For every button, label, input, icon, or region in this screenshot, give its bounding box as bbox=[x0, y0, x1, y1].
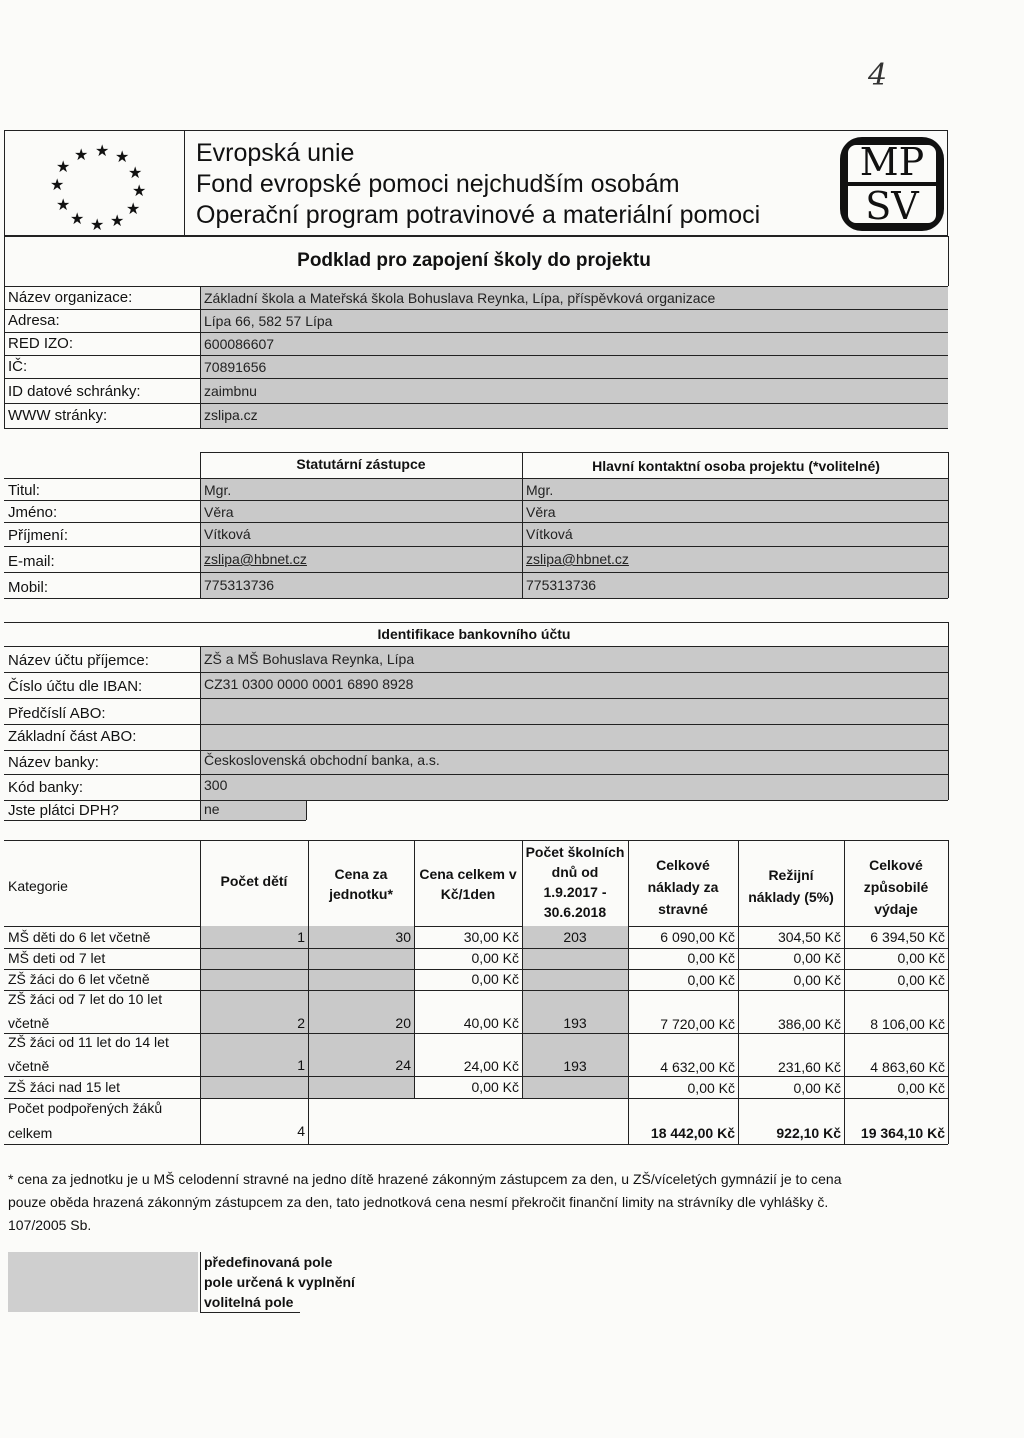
total-children: 4 bbox=[297, 1123, 305, 1139]
costs-row-line-5 bbox=[4, 1076, 948, 1077]
hdr-meal-cost bbox=[628, 854, 738, 920]
legend-divider bbox=[200, 1252, 201, 1312]
costs-row-line-6 bbox=[4, 1098, 948, 1099]
bank-value-area bbox=[200, 646, 948, 800]
row-0-children[interactable]: 1 bbox=[297, 929, 305, 945]
hdr-unit-price-line1: Cena za bbox=[334, 866, 388, 882]
contact-line-0 bbox=[4, 478, 948, 479]
hdr-total-day-line1: Cena celkem v bbox=[419, 866, 517, 882]
bank-col-line bbox=[200, 646, 201, 820]
row-0-days[interactable]: 203 bbox=[563, 929, 587, 945]
contact-person-header: Hlavní kontaktní osoba projektu (*volitelné) bbox=[592, 458, 880, 474]
row-4-children[interactable]: 1 bbox=[297, 1057, 305, 1073]
hdr-eligible-line3: výdaje bbox=[874, 901, 918, 917]
mobile-label: Mobil: bbox=[8, 579, 49, 596]
bank-header: Identifikace bankovního účtu bbox=[377, 626, 571, 642]
section-top-line bbox=[4, 236, 948, 237]
eu-title-line1: Evropská unie bbox=[196, 139, 355, 167]
hdr-meal-cost-line1: Celkové bbox=[656, 857, 710, 873]
account-name-value[interactable]: ZŠ a MŠ Bohuslava Reynka, Lípa bbox=[204, 651, 415, 667]
row-4-days[interactable]: 193 bbox=[563, 1058, 587, 1074]
footnote-line2: pouze oběda hrazená zákonným zástupcem za den, tato jednotková cena nesmí překročit finanční limity na strávníky dle vyhlášky č. bbox=[8, 1194, 829, 1210]
row-3-children[interactable]: 2 bbox=[297, 1015, 305, 1031]
row-4-unit[interactable]: 24 bbox=[395, 1057, 411, 1073]
bank-name-value[interactable]: Československá obchodní banka, a.s. bbox=[204, 752, 440, 768]
statutory-firstname[interactable]: Věra bbox=[204, 504, 234, 520]
row-4-eligible: 4 863,60 Kč bbox=[870, 1059, 945, 1075]
row-4-perday: 24,00 Kč bbox=[463, 1058, 519, 1074]
row-4-category-cont: včetně bbox=[8, 1058, 50, 1074]
mpsv-logo-text-bottom: SV bbox=[865, 184, 919, 228]
statutory-lastname[interactable]: Vítková bbox=[204, 526, 251, 542]
footnote bbox=[8, 1168, 928, 1237]
hdr-overhead-line2: náklady (5%) bbox=[748, 889, 834, 905]
legend-optional: volitelná pole bbox=[204, 1294, 294, 1310]
row-3-perday: 40,00 Kč bbox=[463, 1015, 519, 1031]
hdr-eligible bbox=[844, 854, 948, 920]
eu-title-block bbox=[196, 138, 760, 231]
svg-text:★: ★ bbox=[126, 199, 141, 218]
bank-line-5 bbox=[4, 774, 948, 775]
svg-text:★: ★ bbox=[74, 145, 89, 164]
row-2-category: ZŠ žáci do 6 let včetně bbox=[8, 971, 150, 987]
org-address-value[interactable]: Lípa 66, 582 57 Lípa bbox=[204, 313, 333, 329]
statutory-mobile[interactable]: 775313736 bbox=[204, 577, 275, 593]
costs-col-6 bbox=[738, 840, 739, 1144]
hdr-eligible-line2: způsobilé bbox=[863, 879, 929, 895]
svg-text:★: ★ bbox=[132, 181, 147, 200]
costs-col-2 bbox=[308, 840, 309, 1144]
bank-line-4 bbox=[4, 750, 948, 751]
section-title: Podklad pro zapojení školy do projektu bbox=[297, 250, 651, 271]
page-number: 4 bbox=[868, 58, 888, 93]
row-3-eligible: 8 106,00 Kč bbox=[870, 1016, 945, 1032]
costs-col-8 bbox=[948, 840, 949, 1144]
row-2-eligible: 0,00 Kč bbox=[897, 972, 945, 988]
hdr-days-line2: dnů od bbox=[551, 864, 599, 880]
footnote-line3: 107/2005 Sb. bbox=[8, 1217, 92, 1233]
statutory-title[interactable]: Mgr. bbox=[204, 482, 232, 498]
hdr-unit-price-line2: jednotku* bbox=[329, 886, 393, 902]
row-5-meal: 0,00 Kč bbox=[687, 1080, 735, 1096]
svg-text:★: ★ bbox=[128, 163, 143, 182]
contact-lastname[interactable]: Vítková bbox=[526, 526, 573, 542]
org-www-label: WWW stránky: bbox=[8, 407, 108, 424]
org-line-2 bbox=[4, 332, 948, 333]
total-category: Počet podpořených žáků bbox=[8, 1100, 163, 1116]
costs-row-line-1 bbox=[4, 948, 948, 949]
hdr-days bbox=[522, 842, 628, 922]
total-overhead: 922,10 Kč bbox=[776, 1125, 841, 1141]
row-2-perday: 0,00 Kč bbox=[471, 971, 519, 987]
org-name-label: Název organizace: bbox=[8, 289, 133, 306]
org-line-4 bbox=[4, 378, 948, 379]
bank-line-3 bbox=[4, 724, 948, 725]
row-1-overhead: 0,00 Kč bbox=[793, 950, 841, 966]
costs-header-bottom-line bbox=[4, 926, 948, 927]
org-line-0 bbox=[4, 286, 948, 287]
row-5-eligible: 0,00 Kč bbox=[897, 1080, 945, 1096]
row-3-days[interactable]: 193 bbox=[563, 1015, 587, 1031]
contact-line-5 bbox=[4, 598, 948, 599]
row-0-meal: 6 090,00 Kč bbox=[660, 929, 735, 945]
vat-value[interactable]: ne bbox=[204, 801, 220, 817]
section-right-line bbox=[948, 236, 949, 286]
hdr-days-line1: Počet školních bbox=[525, 844, 625, 860]
organization-value-area bbox=[200, 286, 948, 428]
costs-col-7 bbox=[844, 840, 845, 1144]
svg-text:★: ★ bbox=[110, 211, 125, 230]
bank-line-2 bbox=[4, 698, 948, 699]
row-4-meal: 4 632,00 Kč bbox=[660, 1059, 735, 1075]
row-1-category: MŠ deti od 7 let bbox=[8, 950, 106, 966]
title-label: Titul: bbox=[8, 482, 40, 499]
hdr-days-line3: 1.9.2017 - bbox=[543, 884, 607, 900]
email-label: E-mail: bbox=[8, 553, 55, 570]
hdr-days-line4: 30.6.2018 bbox=[543, 904, 607, 920]
contact-top-line bbox=[200, 452, 948, 453]
legend-to-fill: pole určená k vyplnění bbox=[204, 1274, 355, 1290]
svg-text:★: ★ bbox=[90, 215, 105, 230]
contact-line-2 bbox=[4, 522, 948, 523]
bank-top-line bbox=[4, 622, 948, 623]
contact-firstname[interactable]: Věra bbox=[526, 504, 556, 520]
legend-predefined: předefinovaná pole bbox=[204, 1254, 333, 1270]
bank-name-label: Název banky: bbox=[8, 754, 99, 771]
iban-label: Číslo účtu dle IBAN: bbox=[8, 678, 143, 695]
footnote-line1: * cena za jednotku je u MŠ celodenní stravné na jedno dítě hrazené zákonným zástupcem za den, u ZŠ/víceletých gymnázií je to cena bbox=[8, 1171, 842, 1187]
contact-col-line-3 bbox=[948, 452, 949, 598]
legend bbox=[204, 1252, 355, 1312]
org-ico-value[interactable]: 70891656 bbox=[204, 359, 267, 375]
abo-base-label: Základní část ABO: bbox=[8, 728, 137, 745]
org-line-6 bbox=[4, 428, 948, 429]
contact-mobile[interactable]: 775313736 bbox=[526, 577, 597, 593]
bank-line-6 bbox=[4, 800, 948, 801]
total-meal: 18 442,00 Kč bbox=[650, 1125, 735, 1141]
contact-line-4 bbox=[4, 572, 948, 573]
hdr-category: Kategorie bbox=[8, 878, 68, 894]
org-line-3 bbox=[4, 355, 948, 356]
eu-stars-logo bbox=[40, 140, 160, 230]
org-ico-label: IČ: bbox=[8, 358, 28, 375]
hdr-total-day bbox=[414, 864, 522, 904]
svg-text:★: ★ bbox=[70, 209, 85, 228]
row-1-meal: 0,00 Kč bbox=[687, 950, 735, 966]
mpsv-logo-text-top: MP bbox=[859, 140, 925, 184]
hdr-unit-price bbox=[308, 864, 414, 904]
org-address-label: Adresa: bbox=[8, 312, 60, 329]
costs-row-line-7 bbox=[4, 1144, 948, 1145]
org-redizo-label: RED IZO: bbox=[8, 335, 74, 352]
hdr-meal-cost-line3: stravné bbox=[658, 901, 708, 917]
vat-label: Jste plátci DPH? bbox=[8, 802, 119, 819]
org-line-5 bbox=[4, 403, 948, 404]
bank-vat-cutout bbox=[306, 800, 948, 820]
statutory-header: Statutární zástupce bbox=[296, 456, 426, 472]
costs-top-line bbox=[4, 840, 948, 841]
legend-underline bbox=[200, 1312, 300, 1313]
lastname-label: Příjmení: bbox=[8, 527, 69, 544]
svg-text:★: ★ bbox=[95, 141, 110, 160]
hdr-total-day-line2: Kč/1den bbox=[440, 886, 496, 902]
legend-swatch bbox=[8, 1252, 198, 1312]
contact-col-line-1 bbox=[200, 452, 201, 598]
bank-code-label: Kód banky: bbox=[8, 779, 84, 796]
header-divider bbox=[184, 130, 185, 236]
bank-line-0 bbox=[4, 646, 948, 647]
row-3-overhead: 386,00 Kč bbox=[777, 1016, 841, 1032]
contact-line-1 bbox=[4, 500, 948, 501]
hdr-eligible-line1: Celkové bbox=[869, 857, 923, 873]
iban-value[interactable]: CZ31 0300 0000 0001 6890 8928 bbox=[204, 676, 414, 692]
firstname-label: Jméno: bbox=[8, 504, 58, 521]
row-1-perday: 0,00 Kč bbox=[471, 950, 519, 966]
org-col-line bbox=[200, 286, 201, 428]
svg-text:★: ★ bbox=[56, 157, 71, 176]
row-0-overhead: 304,50 Kč bbox=[777, 929, 841, 945]
row-2-overhead: 0,00 Kč bbox=[793, 972, 841, 988]
bank-line-7 bbox=[4, 820, 306, 821]
row-3-meal: 7 720,00 Kč bbox=[660, 1016, 735, 1032]
row-5-perday: 0,00 Kč bbox=[471, 1079, 519, 1095]
costs-col-5 bbox=[628, 840, 629, 1144]
svg-text:★: ★ bbox=[56, 195, 71, 214]
row-5-category: ZŠ žáci nad 15 let bbox=[8, 1079, 121, 1095]
row-0-category: MŠ děti do 6 let včetně bbox=[8, 929, 151, 945]
row-2-meal: 0,00 Kč bbox=[687, 972, 735, 988]
org-redizo-value[interactable]: 600086607 bbox=[204, 336, 275, 352]
row-3-category: ZŠ žáci od 7 let do 10 let bbox=[8, 991, 163, 1007]
hdr-overhead bbox=[738, 864, 844, 908]
eu-title-line3: Operační program potravinové a materiální pomoci bbox=[196, 201, 761, 229]
org-line-1 bbox=[4, 309, 948, 310]
org-left-line bbox=[4, 236, 5, 428]
bank-vat-right-line bbox=[306, 800, 307, 820]
total-eligible: 19 364,10 Kč bbox=[860, 1125, 945, 1141]
eu-title-line2: Fond evropské pomoci nejchudším osobám bbox=[196, 170, 680, 198]
total-category-cont: celkem bbox=[8, 1125, 53, 1141]
row-4-category: ZŠ žáci od 11 let do 14 let bbox=[8, 1034, 169, 1050]
hdr-overhead-line1: Režijní bbox=[768, 867, 814, 883]
contact-col-line-2 bbox=[522, 452, 523, 598]
contact-line-3 bbox=[4, 546, 948, 547]
svg-text:★: ★ bbox=[50, 175, 65, 194]
org-databox-value[interactable]: zaimbnu bbox=[204, 383, 257, 399]
costs-col-1 bbox=[200, 840, 201, 1144]
bank-code-value[interactable]: 300 bbox=[204, 777, 228, 793]
row-3-unit[interactable]: 20 bbox=[395, 1015, 411, 1031]
row-0-eligible: 6 394,50 Kč bbox=[870, 929, 945, 945]
account-name-label: Název účtu příjemce: bbox=[8, 652, 149, 669]
statutory-email[interactable]: zslipa@hbnet.cz bbox=[204, 551, 307, 567]
contact-title[interactable]: Mgr. bbox=[526, 482, 554, 498]
row-1-eligible: 0,00 Kč bbox=[897, 950, 945, 966]
hdr-children: Počet dětí bbox=[220, 873, 288, 889]
row-4-overhead: 231,60 Kč bbox=[777, 1059, 841, 1075]
hdr-meal-cost-line2: náklady za bbox=[647, 879, 719, 895]
bank-line-1 bbox=[4, 672, 948, 673]
costs-row-line-2 bbox=[4, 969, 948, 970]
abo-prefix-label: Předčíslí ABO: bbox=[8, 705, 106, 722]
svg-text:★: ★ bbox=[115, 147, 130, 166]
org-www-value[interactable]: zslipa.cz bbox=[204, 407, 258, 423]
row-5-overhead: 0,00 Kč bbox=[793, 1080, 841, 1096]
row-3-category-cont: včetně bbox=[8, 1015, 50, 1031]
org-name-value[interactable]: Základní škola a Mateřská škola Bohuslava Reynka, Lípa, příspěvková organizace bbox=[204, 290, 716, 306]
contact-email[interactable]: zslipa@hbnet.cz bbox=[526, 551, 629, 567]
org-databox-label: ID datové schránky: bbox=[8, 383, 141, 400]
bank-right-line bbox=[948, 622, 949, 800]
row-0-perday: 30,00 Kč bbox=[463, 929, 519, 945]
row-0-unit[interactable]: 30 bbox=[395, 929, 411, 945]
